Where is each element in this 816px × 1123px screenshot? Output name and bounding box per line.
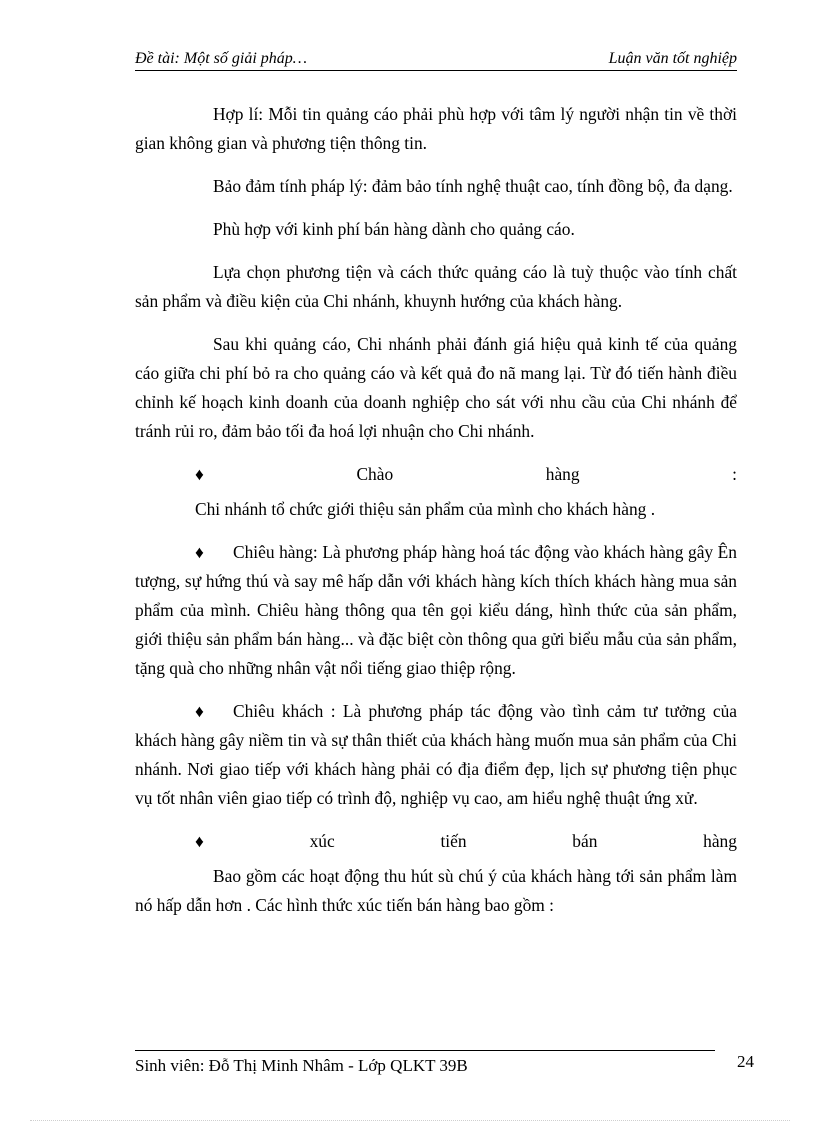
paragraph-phap-ly: Bảo đảm tính pháp lý: đảm bảo tính nghệ thuật cao, tính đồng bộ, đa dạng. bbox=[213, 176, 733, 196]
bullet-chao-hang bbox=[135, 460, 737, 489]
paragraph-chieu-hang: Chiêu hàng: Là phương pháp hàng hoá tác động vào khách hàng gây Ên tượng, sự hứng thú và say mê hấp dẫn với khách hàng kích thích khách hàng mua sản phẩm của mình. Chiêu hàng thông qua tên gọi kiểu dáng, hình thức của sản phẩm, giới thiệu sản phẩm bán hàng... và đặc biệt còn thông qua gửi biểu mẫu của sản phẩm, tặng quà cho những nhân vật nổi tiếng giao thiệp rộng. bbox=[135, 542, 737, 678]
diamond-bullet-icon: ♦ bbox=[195, 464, 204, 484]
bullet-xuc-tien bbox=[135, 827, 737, 856]
bullet-word: hàng bbox=[703, 831, 737, 851]
paragraph-lua-chon: Lựa chọn phương tiện và cách thức quảng cáo là tuỳ thuộc vào tính chất sản phẩm và điều kiện của Chi nhánh, khuynh hướng của khách hàng. bbox=[135, 262, 737, 311]
header-title: Đề tài: Một số giải pháp… bbox=[135, 50, 307, 67]
body-text bbox=[135, 100, 737, 934]
paragraph-kinh-phi: Phù hợp với kinh phí bán hàng dành cho quảng cáo. bbox=[213, 219, 575, 239]
footer-divider bbox=[135, 1050, 715, 1051]
paragraph-chao-hang-desc: Chi nhánh tổ chức giới thiệu sản phẩm của mình cho khách hàng . bbox=[195, 499, 656, 519]
header-thesis-label: Luận văn tốt nghiệp bbox=[608, 50, 737, 67]
bullet-word: tiến bbox=[440, 831, 467, 851]
paragraph-hop-li: Hợp lí: Mỗi tin quảng cáo phải phù hợp với tâm lý người nhận tin về thời gian không gian và phương tiện thông tin. bbox=[135, 104, 737, 153]
paragraph-bao-gom: Bao gồm các hoạt động thu hút sù chú ý của khách hàng tới sản phẩm làm nó hấp dẫn hơn . Các hình thức xúc tiến bán hàng bao gồm : bbox=[135, 866, 737, 915]
footer-student-info: Sinh viên: Đỗ Thị Minh Nhâm - Lớp QLKT 39B bbox=[135, 1056, 468, 1075]
paragraph-chieu-khach: Chiêu khách : Là phương pháp tác động vào tình cảm tư tưởng của khách hàng gây niềm tin và sự thân thiết của khách hàng muốn mua sản phẩm của Chi nhánh. Nơi giao tiếp với khách hàng phải có địa điểm đẹp, lịch sự phương tiện phục vụ tốt nhân viên giao tiếp có trình độ, nghiệp vụ cao, am hiểu nghệ thuật ứng xử. bbox=[135, 701, 737, 808]
bullet-word: xúc bbox=[309, 831, 335, 851]
diamond-bullet-icon: ♦ bbox=[195, 542, 204, 562]
bullet-chieu-khach bbox=[135, 697, 737, 813]
bullet-word: Chào bbox=[356, 464, 394, 484]
bullet-word: : bbox=[732, 464, 737, 484]
paragraph-danh-gia: Sau khi quảng cáo, Chi nhánh phải đánh giá hiệu quả kinh tế của quảng cáo giữa chi phí bỏ ra cho quảng cáo và kết quả đo nã mang lại. Từ đó tiến hành điều chỉnh kế hoạch kinh doanh của doanh nghiệp cho sát với nhu cầu của Chi nhánh để tránh rủi ro, đảm bảo tối đa hoá lợi nhuận cho Chi nhánh. bbox=[135, 334, 737, 441]
diamond-bullet-icon: ♦ bbox=[195, 831, 204, 851]
bullet-word: bán bbox=[572, 831, 598, 851]
page-edge-divider bbox=[30, 1120, 790, 1121]
bullet-chieu-hang bbox=[135, 538, 737, 683]
page-number: 24 bbox=[737, 1052, 754, 1071]
page-header bbox=[135, 50, 737, 71]
bullet-word: hàng bbox=[545, 464, 580, 484]
diamond-bullet-icon: ♦ bbox=[195, 701, 204, 721]
